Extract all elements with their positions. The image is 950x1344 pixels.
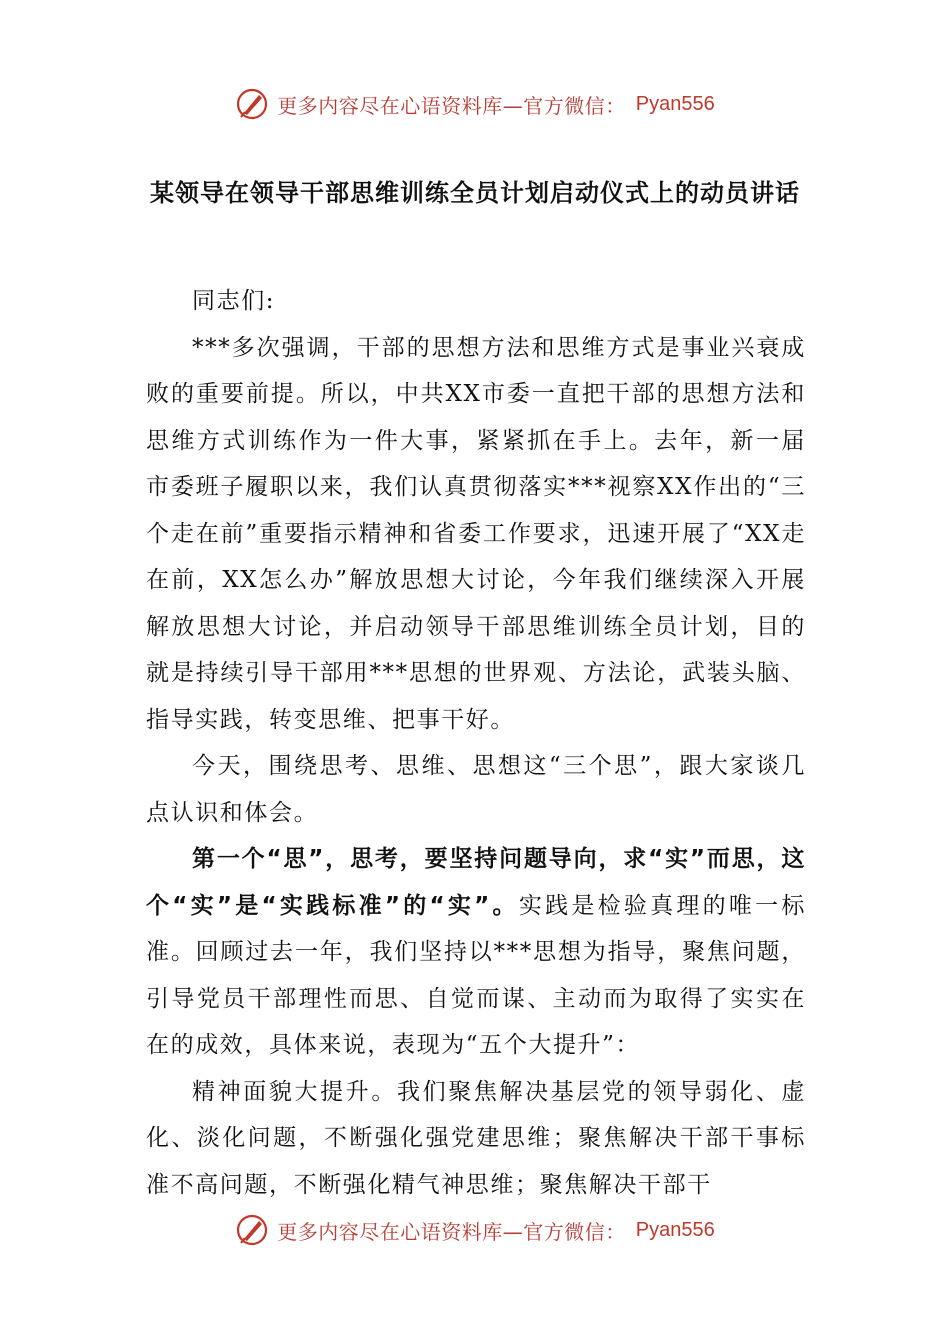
watermark-wechat-id: Pyan556 [635, 1218, 715, 1241]
paragraph-intro: ***多次强调，干部的思想方法和思维方式是事业兴衰成败的重要前提。所以，中共XX市委一直把干部的思想方法和思维方式训练作为一件大事，紧紧抓在手上。去年，新一届市委班子履职以来，我们认真贯彻落实***视察XX作出的“三个走在前”重要指示精神和省委工作要求，迅速开展了“XX走在前，XX怎么办”解放思想大讨论，今年我们继续深入开展解放思想大讨论，并启动领导干部思维训练全员计划，目的就是持续引导干部用***思想的世界观、方法论，武装头脑、指导实践，转变思维、把事干好。 [146, 334, 806, 733]
paragraph-first-thought [146, 836, 806, 1069]
first-thought-heading: 第一个“思”，思考，要坚持问题导向，求“实”而思，这个“实”是“实践标准”的“实”。 [146, 846, 806, 919]
first-thought-text: 实践是检验真理的唯一标准。回顾过去一年，我们坚持以***思想为指导，聚焦问题，引导党员干部理性而思、自觉而谋、主动而为取得了实实在在的成效，具体来说，表现为“五个大提升”： [146, 892, 806, 1058]
paragraph-topics: 今天，围绕思考、思维、思想这“三个思”，跟大家谈几点认识和体会。 [146, 753, 806, 826]
watermark-header [0, 84, 950, 124]
quill-pen-logo-icon [235, 87, 269, 121]
watermark-text: 更多内容尽在心语资料库—官方微信： [277, 93, 626, 118]
watermark-footer [0, 1210, 950, 1250]
quill-pen-logo-icon [235, 1213, 269, 1247]
document-title: 某领导在领导干部思维训练全员计划启动仪式上的动员讲话 [150, 179, 800, 207]
salutation: 同志们: [192, 288, 276, 314]
watermark-wechat-id: Pyan556 [635, 92, 715, 115]
paragraph-spirit: 精神面貌大提升。我们聚焦解决基层党的领导弱化、虚化、淡化问题，不断强化强党建思维；聚焦解决干部干事标准不高问题，不断强化精气神思维；聚焦解决干部干 [146, 1078, 806, 1198]
document-body [146, 278, 806, 1208]
watermark-text: 更多内容尽在心语资料库—官方微信： [277, 1219, 626, 1244]
